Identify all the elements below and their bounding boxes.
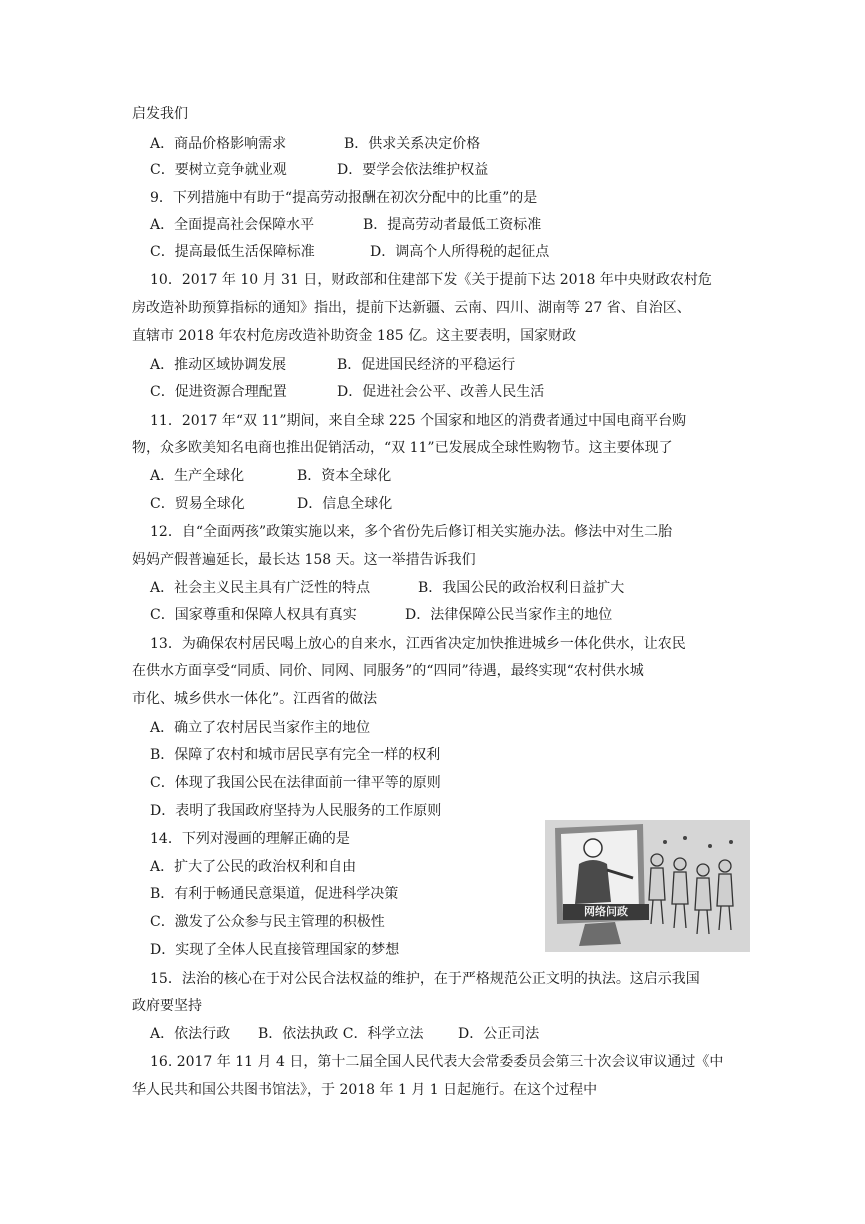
q16-stem-line-1: 16. 2017 年 11 月 4 日，第十二届全国人民代表大会常委委员会第三十次会议审议通过《中: [150, 1054, 724, 1070]
cartoon-image: [545, 820, 750, 952]
cartoon-caption: 网络问政: [563, 904, 649, 920]
q13-stem-line-2: 在供水方面享受“同质、同价、同网、同服务”的“四同”待遇，最终实现“农村供水城: [132, 663, 644, 679]
q15-option-d: D．公正司法: [458, 1026, 540, 1042]
q16-stem-line-2: 华人民共和国公共图书馆法》，于 2018 年 1 月 1 日起施行。在这个过程中: [132, 1082, 598, 1098]
q10-option-a: A．推动区域协调发展: [150, 357, 287, 373]
q15-stem-line-2: 政府要坚持: [132, 998, 202, 1014]
q13-option-a: A．确立了农村居民当家作主的地位: [150, 720, 371, 736]
q13-option-d: D．表明了我国政府坚持为人民服务的工作原则: [150, 803, 442, 819]
q11-stem-line-1: 11．2017 年“双 11”期间，来自全球 225 个国家和地区的消费者通过中国电商平台购: [150, 413, 687, 429]
q15-stem-line-1: 15．法治的核心在于对公民合法权益的维护，在于严格规范公正文明的执法。这启示我国: [150, 971, 700, 987]
q8-option-a: A．商品价格影响需求: [150, 136, 287, 152]
q8-option-c: C．要树立竞争就业观: [150, 162, 287, 178]
q13-option-b: B．保障了农村和城市居民享有完全一样的权利: [150, 747, 441, 763]
q9-stem: 9．下列措施中有助于“提高劳动报酬在初次分配中的比重”的是: [150, 190, 538, 206]
q13-stem-line-3: 市化、城乡供水一体化”。江西省的做法: [132, 691, 378, 707]
question-8-stem-tail: 启发我们: [132, 106, 188, 122]
q11-option-d: D．信息全球化: [297, 496, 393, 512]
q9-option-c: C．提高最低生活保障标准: [150, 244, 315, 260]
q10-option-d: D．促进社会公平、改善人民生活: [337, 384, 545, 400]
q12-option-d: D．法律保障公民当家作主的地位: [405, 607, 613, 623]
q9-option-d: D．调高个人所得税的起征点: [370, 244, 550, 260]
q12-stem-line-1: 12．自“全面两孩”政策实施以来，多个省份先后修订相关实施办法。修法中对生二胎: [150, 524, 673, 540]
q10-stem-line-3: 直辖市 2018 年农村危房改造补助资金 185 亿。这主要表明，国家财政: [132, 328, 577, 344]
q14-option-d: D．实现了全体人民直接管理国家的梦想: [150, 942, 400, 958]
q12-option-c: C．国家尊重和保障人权具有真实: [150, 607, 357, 623]
q13-option-c: C．体现了我国公民在法律面前一律平等的原则: [150, 775, 441, 791]
q14-option-a: A．扩大了公民的政治权利和自由: [150, 859, 357, 875]
q13-stem-line-1: 13．为确保农村居民喝上放心的自来水，江西省决定加快推进城乡一体化供水，让农民: [150, 636, 686, 652]
q12-option-b: B．我国公民的政治权利日益扩大: [418, 580, 625, 596]
q14-option-c: C．激发了公众参与民主管理的积极性: [150, 914, 385, 930]
q8-option-d: D．要学会依法维护权益: [337, 162, 489, 178]
q9-option-b: B．提高劳动者最低工资标准: [363, 217, 542, 233]
q11-option-c: C．贸易全球化: [150, 496, 245, 512]
q12-option-a: A．社会主义民主具有广泛性的特点: [150, 580, 371, 596]
q10-stem-line-1: 10．2017 年 10 月 31 日，财政部和住建部下发《关于提前下达 2018 年中央财政农村危: [150, 272, 712, 288]
cartoon-drawing: [545, 820, 750, 952]
q12-stem-line-2: 妈妈产假普遍延长，最长达 158 天。这一举措告诉我们: [132, 552, 476, 568]
q10-stem-line-2: 房改造补助预算指标的通知》指出，提前下达新疆、云南、四川、湖南等 27 省、自治区、: [132, 300, 691, 316]
q11-option-b: B．资本全球化: [297, 468, 392, 484]
q14-stem: 14．下列对漫画的理解正确的是: [150, 831, 350, 847]
q9-option-a: A．全面提高社会保障水平: [150, 217, 315, 233]
q15-option-a: A．依法行政: [150, 1026, 231, 1042]
q15-option-b-c: B．依法执政 C．科学立法: [258, 1026, 424, 1042]
q10-option-c: C．促进资源合理配置: [150, 384, 287, 400]
q10-option-b: B．促进国民经济的平稳运行: [337, 357, 516, 373]
q8-option-b: B．供求关系决定价格: [344, 136, 481, 152]
q11-option-a: A．生产全球化: [150, 468, 245, 484]
q11-stem-line-2: 物，众多欧美知名电商也推出促销活动，“双 11”已发展成全球性购物节。这主要体现了: [132, 440, 673, 456]
q14-option-b: B．有利于畅通民意渠道，促进科学决策: [150, 886, 399, 902]
